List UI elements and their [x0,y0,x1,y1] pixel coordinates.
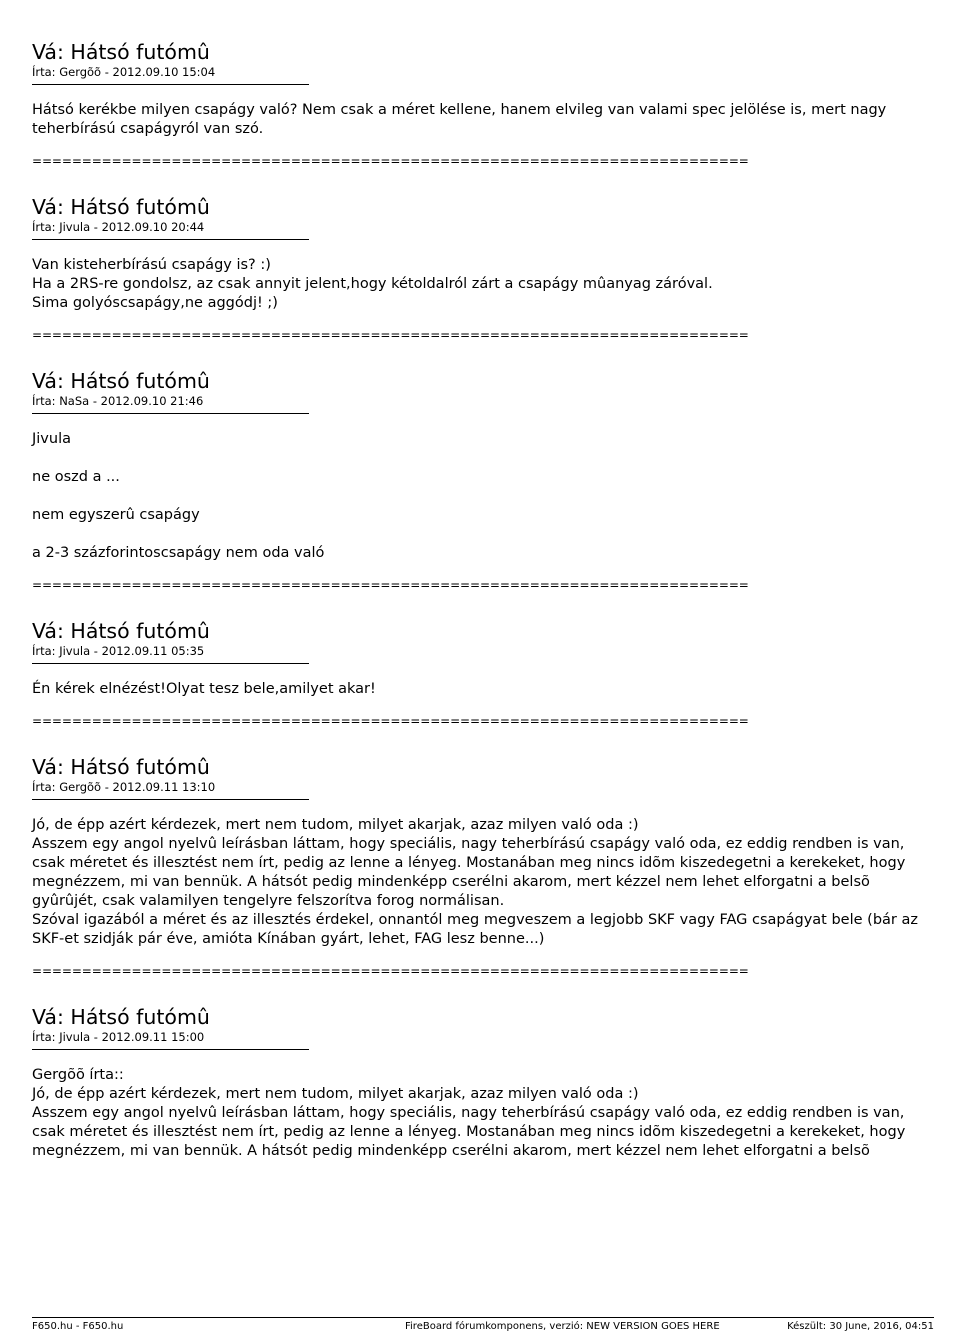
post-title: Vá: Hátsó futómû [32,195,210,219]
forum-thread [32,40,932,1161]
forum-post [32,40,932,169]
footer-software: FireBoard fórumkomponens, verzió: NEW VERSION GOES HERE [405,1321,720,1332]
post-body [32,101,932,139]
post-paragraph: nem egyszerû csapágy [32,507,200,523]
post-paragraph: Gergõõ írta:: Jó, de épp azért kérdezek, mert nem tudom, milyet akarjak, azaz milyen való oda :) Asszem egy angol nyelvû leírásban láttam, hogy speciális, nagy teherbírású csapágy való oda, ez eddig rendben is van, csak méretet és illesztést nem írt, pedig az lenne a lényeg. Mostanában meg nincs idõm kiszedegetni a kerekeket, hogy megnézzem, mi van bennük. A hátsót pedig mindenképp cserélni akarom, mert kézzel nem lehet elforgatni a belsõ [32,1067,906,1159]
forum-post [32,755,932,979]
post-body [32,256,932,313]
post-title: Vá: Hátsó futómû [32,619,210,643]
page-footer [32,1317,934,1334]
post-paragraph: Jivula [32,431,71,447]
post-author-date: Írta: Jivula - 2012.09.11 05:35 [32,644,205,658]
post-separator: ======================================================================== [32,578,749,592]
forum-post [32,1005,932,1161]
post-author-date: Írta: Gergõõ - 2012.09.11 13:10 [32,780,216,794]
post-body [32,816,932,949]
post-title: Vá: Hátsó futómû [32,755,210,779]
post-separator: ======================================================================== [32,964,749,978]
post-paragraph: Jó, de épp azért kérdezek, mert nem tudom, milyet akarjak, azaz milyen való oda :) Asszem egy angol nyelvû leírásban láttam, hogy speciális, nagy teherbírású csapágy való oda, ez eddig rendben is van, csak méretet és illesztést nem írt, pedig az lenne a lényeg. Mostanában meg nincs idõm kiszedegetni a kerekeket, hogy megnézzem, mi van bennük. A hátsót pedig mindenképp cserélni akarom, mert kézzel nem lehet elforgatni a belsõ gyûrûjét, csak valamilyen tengelyre felszorítva forog normálisan. Szóval igazából a méret és az illesztés érdekel, onnantól meg megveszem a legjobb SKF vagy FAG csapágyat bele (bár az SKF-et szidják pár éve, amióta Kínában gyárt, lehet, FAG lesz benne...) [32,817,918,947]
post-separator: ======================================================================== [32,714,749,728]
footer-site: F650.hu - F650.hu [32,1321,124,1332]
footer-generated-date: Készült: 30 June, 2016, 04:51 [787,1321,934,1332]
post-paragraph: Van kisteherbírású csapágy is? :) Ha a 2RS-re gondolsz, az csak annyit jelent,hogy kétoldalról zárt a csapágy mûanyag záróval. Sima golyóscsapágy,ne aggódj! ;) [32,257,713,311]
post-header-divider [32,239,309,240]
post-title: Vá: Hátsó futómû [32,1005,210,1029]
post-paragraph: Hátsó kerékbe milyen csapágy való? Nem csak a méret kellene, hanem elvileg van valami spec jelölése is, mert nagy teherbírású csapágyról van szó. [32,102,887,137]
post-body [32,1066,932,1161]
post-paragraph: ne oszd a ... [32,469,120,485]
post-separator: ======================================================================== [32,328,749,342]
post-title: Vá: Hátsó futómû [32,369,210,393]
post-author-date: Írta: Jivula - 2012.09.11 15:00 [32,1030,205,1044]
post-author-date: Írta: Gergõõ - 2012.09.10 15:04 [32,65,216,79]
post-author-date: Írta: Jivula - 2012.09.10 20:44 [32,220,205,234]
forum-post [32,619,932,729]
forum-post [32,369,932,593]
post-header-divider [32,799,309,800]
post-separator: ======================================================================== [32,154,749,168]
post-paragraph: a 2-3 százforintoscsapágy nem oda való [32,545,325,561]
post-body [32,680,932,699]
post-title: Vá: Hátsó futómû [32,40,210,64]
forum-post [32,195,932,343]
post-paragraph: Én kérek elnézést!Olyat tesz bele,amilyet akar! [32,681,376,697]
post-body [32,430,932,563]
post-author-date: Írta: NaSa - 2012.09.10 21:46 [32,394,204,408]
post-header-divider [32,84,309,85]
post-header-divider [32,663,309,664]
post-header-divider [32,1049,309,1050]
post-header-divider [32,413,309,414]
